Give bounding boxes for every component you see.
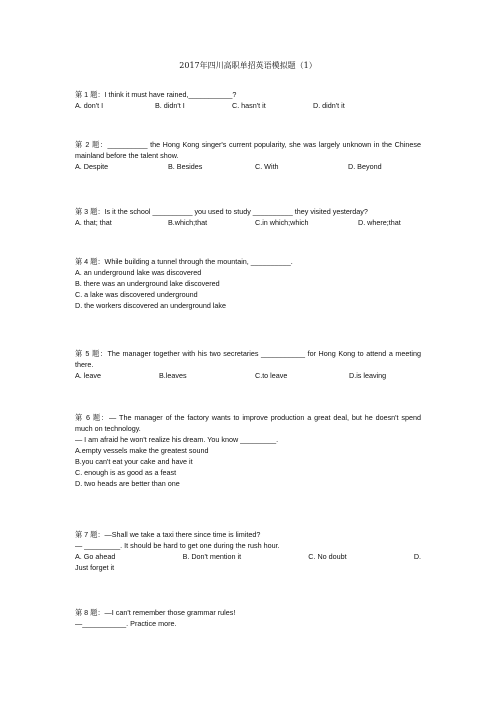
question-4 xyxy=(75,256,421,311)
question-reply: — _________. It should be hard to get one during the rush hour. xyxy=(75,541,280,550)
question-2 xyxy=(75,139,421,172)
page-title: 2017年四川高职单招英语模拟题（1） xyxy=(179,61,317,70)
option-c: C. No doubt xyxy=(308,552,347,561)
question-stem: 第 2 题：__________ the Hong Kong singer's current popularity, she was largely unknown in the Chinese mainland before the talent show. xyxy=(75,140,421,160)
option-a: A. Go ahead xyxy=(75,552,116,561)
option-c: C. enough is as good as a feast xyxy=(75,468,177,477)
question-7 xyxy=(75,529,421,573)
option-b: B. there was an underground lake discovered xyxy=(75,279,220,288)
option-a: A. don't I xyxy=(75,101,104,110)
option-d: D. two heads are better than one xyxy=(75,479,180,488)
option-b: B. Besides xyxy=(168,162,203,171)
question-reply: — I am afraid he won't realize his dream. You know _________. xyxy=(75,435,279,444)
option-d: D. where;that xyxy=(358,218,401,227)
option-d: D.is leaving xyxy=(349,371,387,380)
question-stem: 第 8 题：—I can't remember those grammar rules! xyxy=(75,608,236,617)
question-options xyxy=(75,217,421,228)
question-5 xyxy=(75,348,421,381)
question-8 xyxy=(75,607,421,629)
question-stem: 第 6 题：— The manager of the factory wants to improve production a great deal, but he doesn't spend much on technology. xyxy=(75,413,421,433)
option-b: B. didn't I xyxy=(155,101,185,110)
option-a: A. an underground lake was discovered xyxy=(75,268,202,277)
option-b: B.which;that xyxy=(168,218,208,227)
question-options xyxy=(75,161,421,172)
question-stem: 第 5 题：The manager together with his two secretaries ___________ for Hong Kong to attend a meeting there. xyxy=(75,349,421,369)
option-c: C.in which;which xyxy=(255,218,309,227)
question-options xyxy=(75,551,421,562)
option-d: D. Beyond xyxy=(348,162,382,171)
question-reply: —___________. Practice more. xyxy=(75,619,177,628)
option-a: A.empty vessels make the greatest sound xyxy=(75,446,209,455)
option-b: B.leaves xyxy=(159,371,187,380)
question-stem: 第 3 题：Is it the school __________ you used to study __________ they visited yesterday? xyxy=(75,207,368,216)
question-stem: 第 4 题：While building a tunnel through the mountain, __________. xyxy=(75,257,293,266)
option-a: A. that; that xyxy=(75,218,112,227)
question-stem: 第 1 题：I think it must have rained,___________? xyxy=(75,90,237,99)
option-b: B. Don't mention it xyxy=(182,552,242,561)
question-stem: 第 7 题：—Shall we take a taxi there since time is limited? xyxy=(75,530,261,539)
question-options xyxy=(75,100,421,111)
option-d: D. the workers discovered an underground lake xyxy=(75,301,227,310)
question-1 xyxy=(75,89,421,111)
option-c: C.to leave xyxy=(255,371,288,380)
option-c: C. a lake was discovered underground xyxy=(75,290,198,299)
option-a: A. Despite xyxy=(75,162,109,171)
option-c: C. With xyxy=(255,162,279,171)
option-d: D. xyxy=(413,552,421,561)
option-c: C. hasn't it xyxy=(232,101,266,110)
question-6 xyxy=(75,412,421,489)
option-d-text: Just forget it xyxy=(75,563,115,572)
question-options xyxy=(75,370,421,381)
option-d: D. didn't it xyxy=(313,101,345,110)
option-b: B.you can't eat your cake and have it xyxy=(75,457,193,466)
question-3 xyxy=(75,206,421,228)
option-a: A. leave xyxy=(75,371,101,380)
